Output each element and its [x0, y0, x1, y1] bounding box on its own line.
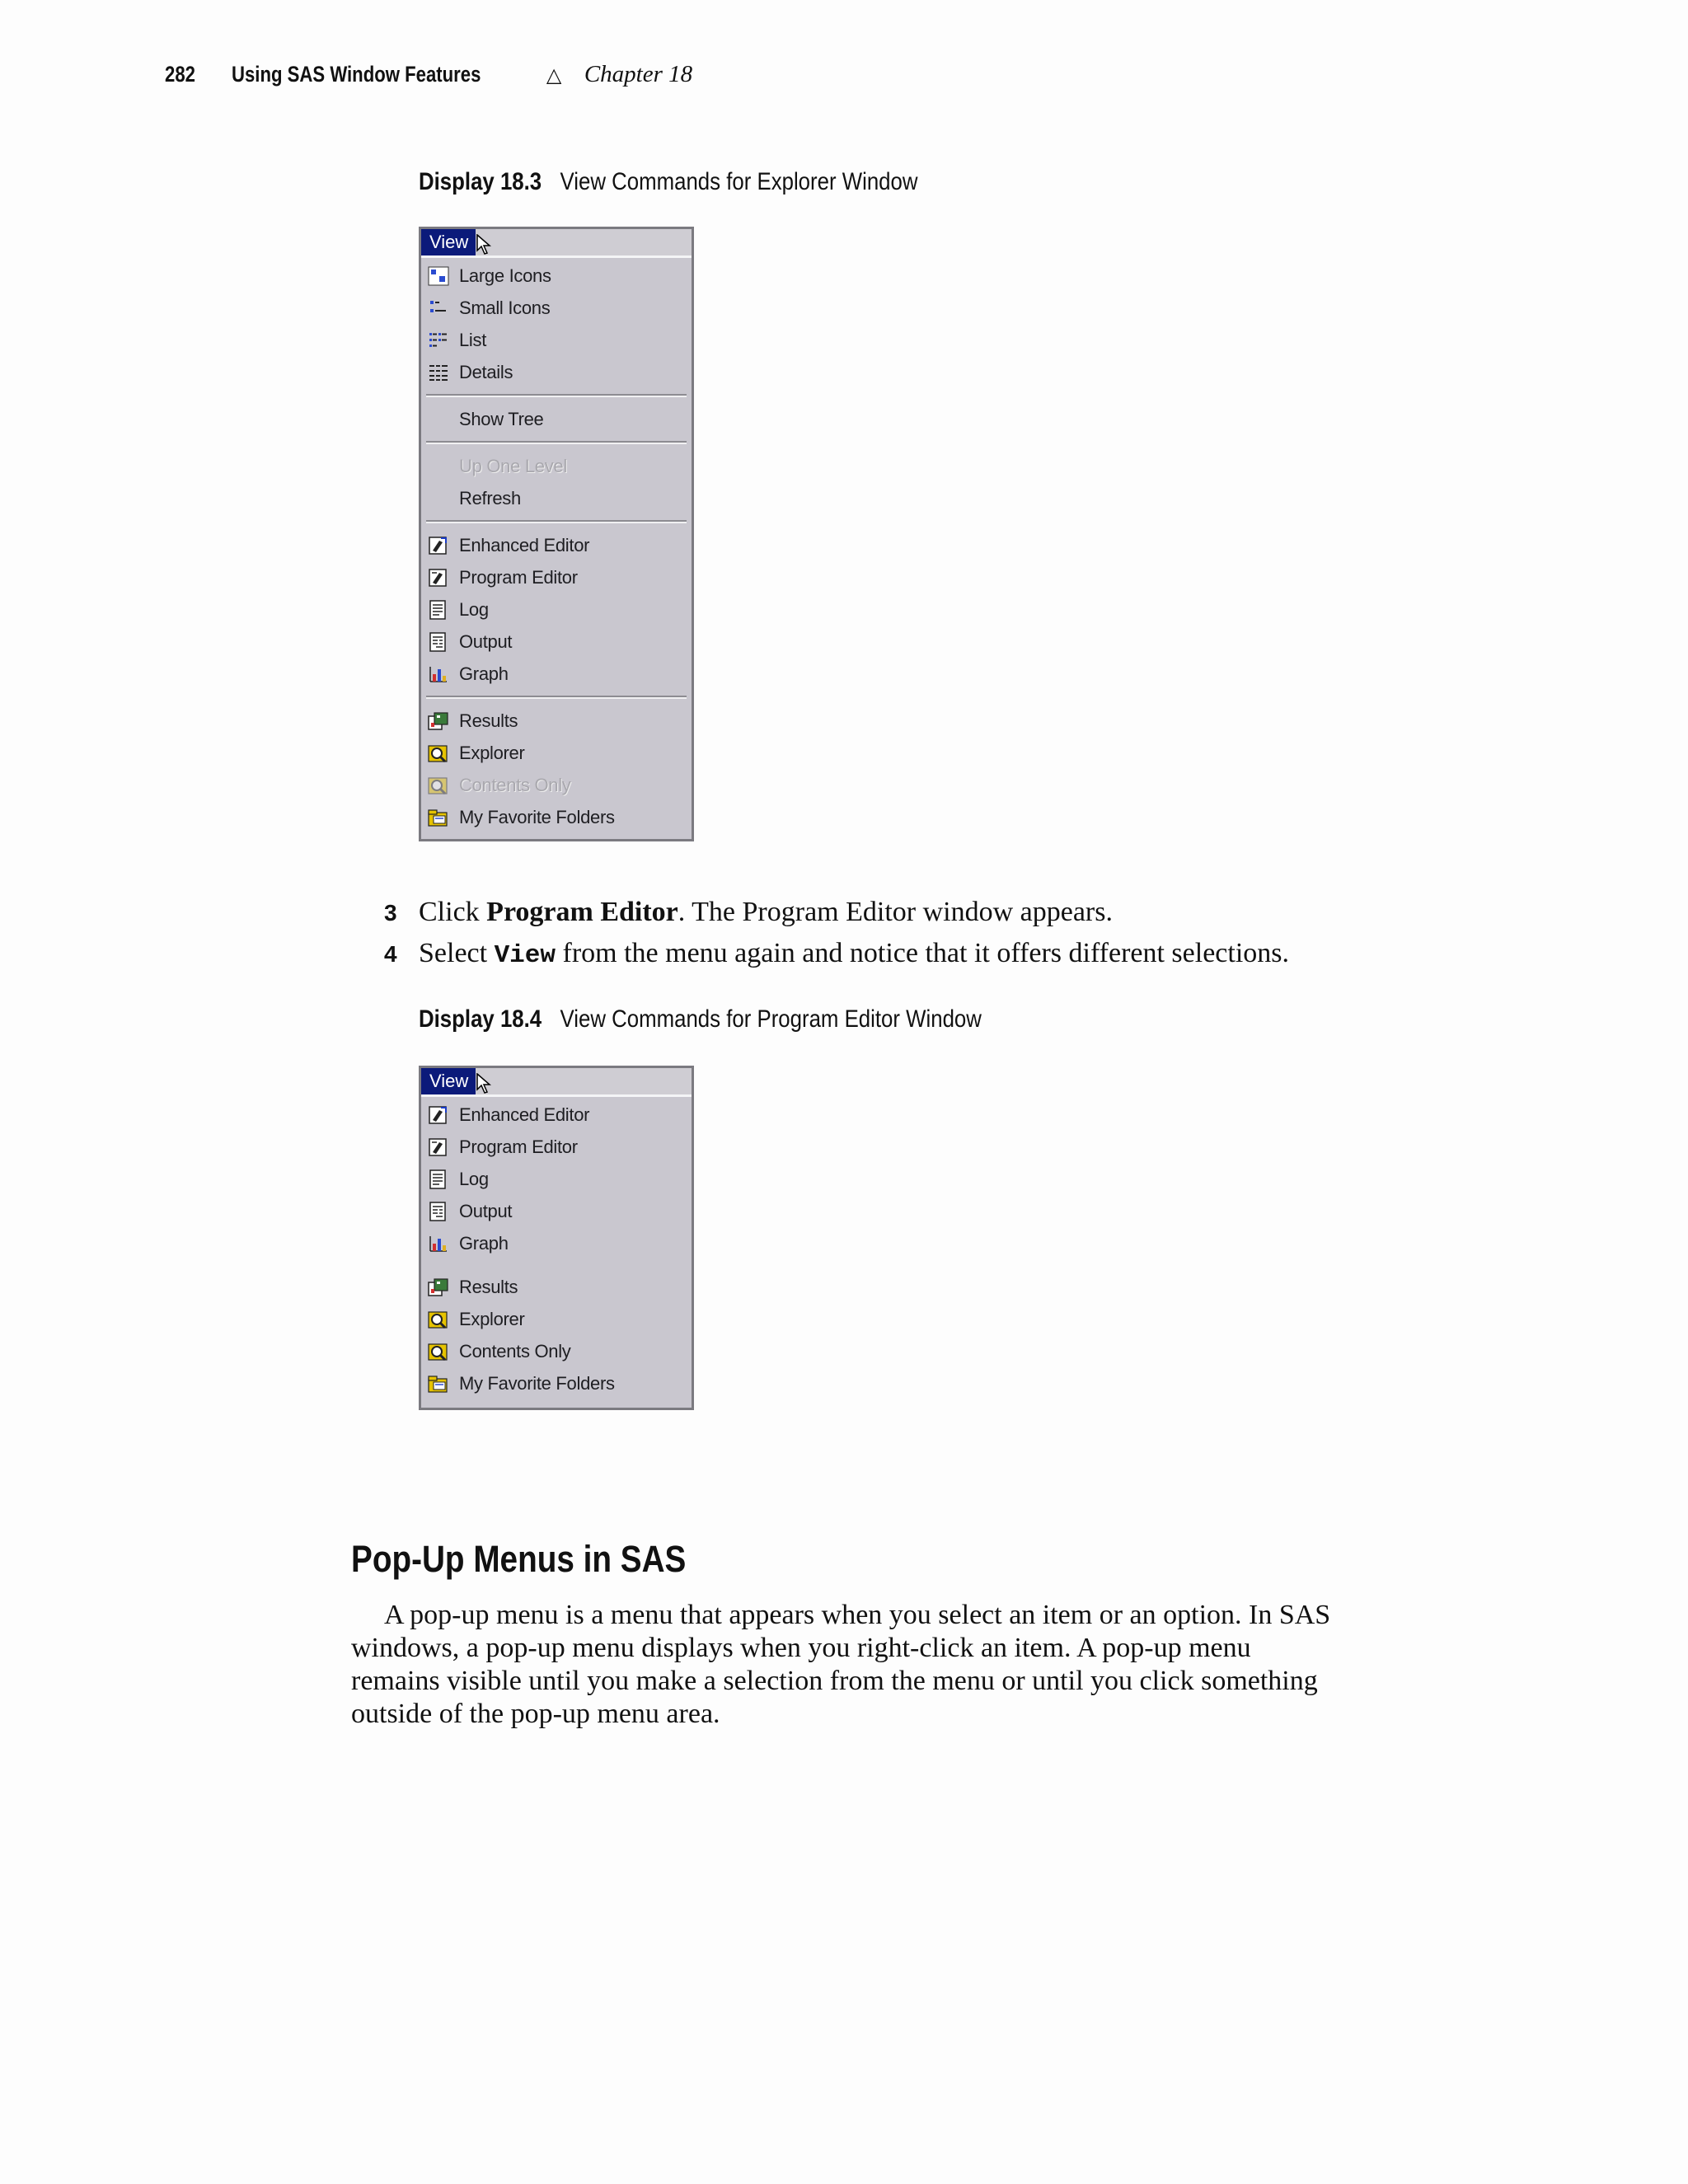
menu-item-my-favorite-folders[interactable] [421, 1367, 692, 1399]
paragraph-line: A pop-up menu is a menu that appears when you select an item or an option. In SAS [384, 1600, 1331, 1630]
menu-items [421, 1097, 692, 1403]
menu-item-label: Program Editor [459, 567, 578, 588]
section-paragraph [351, 1599, 1505, 1731]
menu-item-explorer[interactable] [421, 737, 692, 769]
menu-item-explorer[interactable] [421, 1303, 692, 1335]
menu-item-label: Refresh [459, 488, 521, 509]
display-label: Display 18.3 [419, 168, 542, 195]
enhanced-editor-icon [428, 536, 449, 555]
step-4: 4 Select View from the menu again and notice that it offers different selections. [384, 938, 1290, 970]
menu-items [421, 258, 692, 837]
menu-item-label: Explorer [459, 743, 525, 763]
menu-item-label: Contents Only [459, 775, 571, 795]
menu-item-label: List [459, 330, 487, 350]
display-label: Display 18.4 [419, 1005, 542, 1033]
menu-item-label: Enhanced Editor [459, 1104, 590, 1125]
graph-icon [428, 1234, 449, 1254]
page-number: 282 [165, 62, 195, 87]
mouse-cursor-icon [476, 234, 492, 255]
menu-item-graph[interactable] [421, 1227, 692, 1259]
view-menu-title[interactable]: View [421, 1068, 476, 1094]
triangle-separator-icon: △ [546, 65, 562, 87]
enhanced-editor-icon [428, 1105, 449, 1125]
menu-item-label: Explorer [459, 1309, 525, 1329]
menu-group-gap [421, 1259, 692, 1271]
menu-item-my-favorite-folders[interactable] [421, 801, 692, 833]
menu-item-label: Enhanced Editor [459, 535, 590, 555]
menu-item-contents-only [421, 769, 692, 801]
menu-item-small-icons[interactable] [421, 292, 692, 324]
display-18-3-caption [419, 168, 917, 196]
menu-item-program-editor[interactable] [421, 561, 692, 593]
menu-item-label: My Favorite Folders [459, 1373, 615, 1394]
explorer-icon [428, 743, 449, 763]
menu-item-details[interactable] [421, 356, 692, 388]
menu-separator [421, 514, 692, 529]
menu-bar [421, 1068, 692, 1097]
details-icon [428, 363, 449, 382]
menu-item-label: Program Editor [459, 1137, 578, 1157]
output-icon [428, 1202, 449, 1221]
menu-item-refresh[interactable] [421, 482, 692, 514]
menu-item-label: Output [459, 1201, 513, 1221]
menu-separator [421, 388, 692, 403]
menu-bar [421, 229, 692, 258]
favorite-folders-icon [428, 1374, 449, 1394]
paragraph-line: outside of the pop-up menu area. [351, 1699, 720, 1729]
menu-item-large-icons[interactable] [421, 260, 692, 292]
large-icons-icon [428, 266, 449, 286]
menu-item-label: Large Icons [459, 265, 551, 286]
program-editor-icon [428, 568, 449, 588]
chapter-label: Chapter 18 [584, 61, 693, 87]
menu-item-label: Details [459, 362, 513, 382]
menu-item-label: Up One Level [459, 456, 567, 476]
explorer-view-menu [419, 227, 694, 841]
menu-item-label: Log [459, 1169, 489, 1189]
paragraph-line: remains visible until you make a selection from the menu or until you click something [351, 1666, 1318, 1696]
menu-item-label: Log [459, 599, 489, 620]
output-icon [428, 632, 449, 652]
book-section-title: Using SAS Window Features [231, 62, 481, 87]
menu-item-label: Contents Only [459, 1341, 571, 1361]
menu-item-up-one-level [421, 450, 692, 482]
log-icon [428, 600, 449, 620]
menu-item-label: My Favorite Folders [459, 807, 615, 827]
program-editor-reference: Program Editor [486, 897, 678, 927]
menu-item-label: Results [459, 1277, 518, 1297]
contents-only-icon [428, 1342, 449, 1361]
menu-item-label: Graph [459, 663, 509, 684]
menu-item-program-editor[interactable] [421, 1131, 692, 1163]
menu-item-list[interactable] [421, 324, 692, 356]
menu-item-show-tree[interactable] [421, 403, 692, 435]
menu-item-label: Results [459, 710, 518, 731]
mouse-cursor-icon [476, 1073, 492, 1094]
menu-item-contents-only[interactable] [421, 1335, 692, 1367]
display-caption-text: View Commands for Explorer Window [560, 168, 918, 195]
contents-only-icon [428, 776, 449, 795]
step-number: 3 [384, 900, 397, 926]
menu-separator [421, 690, 692, 705]
display-18-4-caption [419, 1005, 982, 1033]
results-icon [428, 1277, 449, 1297]
step-3: 3 Click Program Editor. The Program Editor window appears. [384, 897, 1113, 927]
menu-item-label: Small Icons [459, 298, 551, 318]
menu-item-output[interactable] [421, 626, 692, 658]
menu-item-graph[interactable] [421, 658, 692, 690]
menu-item-log[interactable] [421, 1163, 692, 1195]
menu-item-label: Graph [459, 1233, 509, 1254]
menu-item-results[interactable] [421, 705, 692, 737]
results-icon [428, 711, 449, 731]
paragraph-line: windows, a pop-up menu displays when you right-click an item. A pop-up menu [351, 1633, 1251, 1663]
section-heading: Pop-Up Menus in SAS [351, 1538, 687, 1580]
menu-item-label: Output [459, 631, 513, 652]
menu-separator [421, 435, 692, 450]
program-editor-view-menu [419, 1066, 694, 1410]
menu-item-log[interactable] [421, 593, 692, 626]
menu-item-enhanced-editor[interactable] [421, 1099, 692, 1131]
menu-item-output[interactable] [421, 1195, 692, 1227]
menu-item-label: Show Tree [459, 409, 544, 429]
explorer-icon [428, 1310, 449, 1329]
log-icon [428, 1169, 449, 1189]
running-header [165, 61, 692, 89]
view-code-reference: View [494, 941, 556, 970]
graph-icon [428, 664, 449, 684]
list-icon [428, 330, 449, 350]
program-editor-icon [428, 1137, 449, 1157]
menu-item-enhanced-editor[interactable] [421, 529, 692, 561]
view-menu-title[interactable]: View [421, 229, 476, 255]
display-caption-text: View Commands for Program Editor Window [560, 1005, 982, 1033]
step-number: 4 [384, 941, 397, 967]
favorite-folders-icon [428, 808, 449, 827]
menu-item-results[interactable] [421, 1271, 692, 1303]
small-icons-icon [428, 298, 449, 318]
